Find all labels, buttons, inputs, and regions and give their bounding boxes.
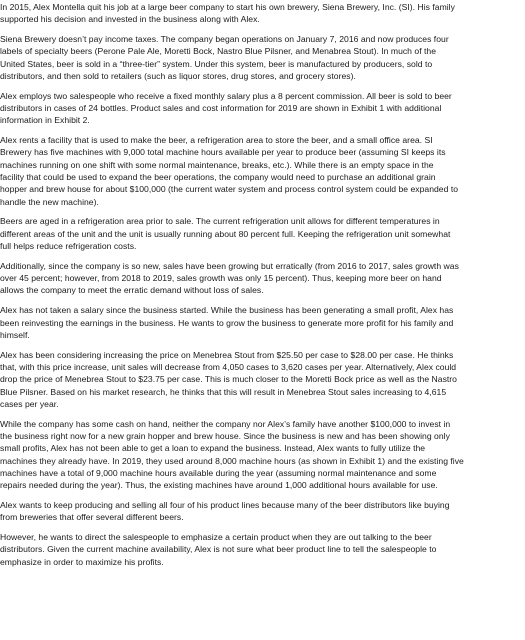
paragraph (0, 349, 525, 410)
text-line: distributors, and then sold to retailers (such as liquor stores, drug stores, and grocery stores). (0, 70, 356, 81)
text-line: small profits, Alex has not been able to get a loan to expand the business. Instead, Alex wants to fully utilize the (0, 443, 426, 454)
paragraph (0, 304, 525, 341)
text-line: Brewery has five machines with 9,000 total machine hours available per year to produce beer (assuming SI keeps its (0, 147, 446, 158)
text-line: In 2015, Alex Montella quit his job at a large beer company to start his own brewery, Siena Brewery, Inc. (SI). His family (0, 2, 455, 12)
paragraph (0, 260, 525, 297)
text-line: Alex employs two salespeople who receive a fixed monthly salary plus a 8 percent commission. All beer is sold to beer (0, 90, 452, 101)
text-line: While the company has some cash on hand, neither the company nor Alex’s family have another $100,000 to invest in (0, 418, 451, 429)
text-line: Additionally, since the company is so new, sales have been growing but erratically (from 2016 to 2017, sales growth was (0, 260, 459, 271)
text-line: Beers are aged in a refrigeration area prior to sale. The current refrigeration unit allows for different temperatures in (0, 216, 440, 227)
text-line: cases per year. (0, 398, 59, 409)
text-line: handle the new machine). (0, 196, 99, 207)
paragraph (0, 215, 525, 252)
text-line: supported his decision and invested in the business along with Alex. (0, 14, 260, 25)
text-line: distributors in cases of 24 bottles. Product sales and cost information for 2019 are shown in Exhibit 1 with additional (0, 103, 442, 114)
text-line: Alex has not taken a salary since the business started. While the business has been generating a small profit, Alex has (0, 305, 454, 316)
paragraph (0, 531, 525, 568)
text-line: Blue Pilsner. Based on his market research, he thinks that this will result in Menebrea Stout sales increasing to 4,615 (0, 386, 447, 397)
text-line: United States, beer is sold in a “three-tier” system. Under this system, beer is manufactured by producers, sold to (0, 58, 433, 69)
text-line: labels of specialty beers (Perone Pale Ale, Moretti Bock, Nastro Blue Pilsner, and Menabrea Stout). In much of the (0, 46, 437, 57)
text-line: Siena Brewery doesn’t pay income taxes. The company began operations on January 7, 2016 and now produces four (0, 34, 449, 45)
text-line: hopper and brew house for about $100,000 (the current water system and process control system could be expanded to (0, 184, 459, 195)
paragraph (0, 1, 525, 26)
text-line: Alex has been considering increasing the price on Menebrea Stout from $25.50 per case to $28.00 per case. He thinks (0, 349, 454, 360)
text-line: drop the price of Menebrea Stout to $23.75 per case. This is much closer to the Moretti Bock price as well as the Nastro (0, 374, 457, 385)
text-line: different areas of the unit and the unit is usually running about 80 percent full. Keeping the refrigeration unit somewhat (0, 228, 451, 239)
text-line: full helps reduce refrigeration costs. (0, 241, 137, 252)
text-line: from breweries that offer several different beers. (0, 512, 184, 523)
paragraph (0, 90, 525, 127)
text-line: over 45 percent; however, from 2018 to 2019, sales growth was only 15 percent). Thus, keeping more beer on hand (0, 273, 442, 284)
text-line: emphasize in order to maximize his profits. (0, 556, 164, 567)
paragraph (0, 134, 525, 208)
text-line: repairs needed during the year). Thus, the existing machines have around 1,000 additional hours available for use. (0, 480, 438, 491)
text-line: facility that could be used to expand the beer operations, the company would need to purchase an additional grain (0, 172, 436, 183)
text-line: distributors. Given the current machine availability, Alex is not sure what beer product line to tell the salespeople to (0, 544, 437, 555)
text-line: However, he wants to direct the salespeople to emphasize a certain product when they are out talking to the beer (0, 531, 432, 542)
text-line: the business right now for a new grain hopper and brew house. Since the business is new and has been showing only (0, 430, 450, 441)
text-line: allows the company to meet the erratic demand without loss of sales. (0, 285, 264, 296)
text-line: machines running on one shift with some normal maintenance, breaks, etc.). While there is an empty space in the (0, 159, 434, 170)
text-line: been reinvesting the earnings in the business. He wants to grow the business to generate more profit for his family and (0, 317, 454, 328)
paragraph (0, 499, 525, 524)
text-line: Alex wants to keep producing and selling all four of his product lines because many of the beer distributors like buying (0, 499, 450, 510)
text-line: that, with this price increase, unit sales will decrease from 4,050 cases to 3,620 cases per year. Alternatively, Alex could (0, 361, 457, 372)
text-line: information in Exhibit 2. (0, 115, 90, 126)
paragraph (0, 33, 525, 82)
text-line: Alex rents a facility that is used to make the beer, a refrigeration area to store the beer, and a small office area. SI (0, 135, 433, 146)
text-line: himself. (0, 329, 30, 340)
paragraph (0, 418, 525, 492)
text-line: machines have a total of 9,000 machine hours available during the year (assuming normal maintenance and some (0, 467, 437, 478)
text-line: machines they already have. In 2019, they used around 8,000 machine hours (as shown in Exhibit 1) and the existing five (0, 455, 464, 466)
